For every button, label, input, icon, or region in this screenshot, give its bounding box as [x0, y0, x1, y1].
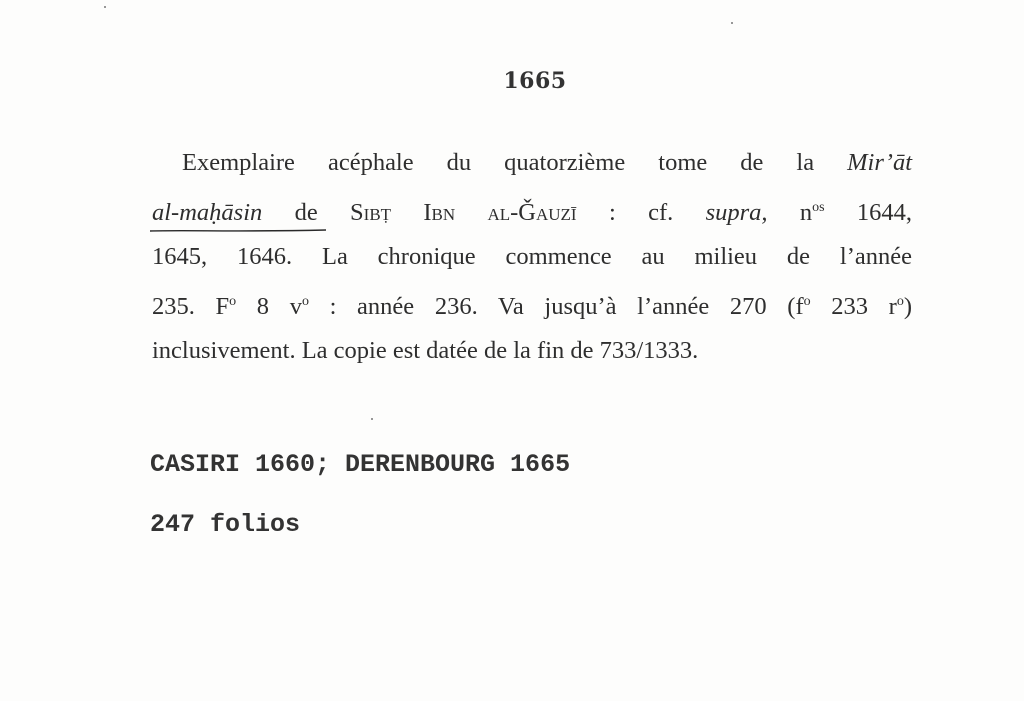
line4-d: 233 r	[810, 292, 897, 320]
description-line-4	[152, 280, 912, 330]
line4-sup-3: o	[803, 293, 811, 309]
line2-nos: n	[767, 198, 813, 226]
author-name-part3: al-Ǧauzī	[487, 198, 577, 226]
line2-nos-sup: os	[812, 199, 825, 215]
line4-sup-2: o	[301, 293, 309, 309]
work-title-part1: Mir’āt	[847, 149, 912, 176]
line4-b: 8 v	[236, 292, 302, 320]
folio-count: 247 folios	[150, 510, 301, 539]
catalog-references: CASIRI 1660; DERENBOURG 1665	[150, 450, 571, 479]
line4-e: )	[903, 292, 912, 320]
supra-word: supra,	[705, 198, 768, 226]
line4-sup-4: o	[896, 293, 904, 309]
description	[152, 141, 912, 374]
line2-refs: 1644,	[824, 198, 912, 226]
author-name-part1: Sibṭ	[350, 198, 392, 226]
description-line-1	[152, 141, 912, 186]
line4-a: 235. F	[152, 292, 230, 320]
dust-speck	[731, 22, 733, 24]
author-name	[350, 199, 577, 226]
description-line-2	[152, 186, 912, 236]
line4-sup-1: o	[229, 293, 237, 309]
description-line-3: 1645, 1646. La chronique commence au milieu de l’année	[152, 243, 912, 271]
author-name-part2: Ibn	[423, 198, 456, 226]
card-number: 1665	[503, 68, 567, 94]
line4-c: : année 236. Va jusqu’à l’année 270 (f	[308, 292, 804, 320]
description-line-5: inclusivement. La copie est datée de la fin de 733/1333.	[152, 337, 699, 365]
line1-text: Exemplaire acéphale du quatorzième tome de la	[182, 149, 848, 176]
line2-de: de	[262, 198, 351, 226]
work-title-underlined	[152, 199, 350, 226]
dust-speck	[371, 418, 373, 420]
work-title-part2: al-maḥāsin	[152, 198, 263, 226]
line2-cf: : cf.	[576, 198, 706, 226]
dust-speck	[104, 6, 106, 8]
handwritten-underline-mark	[150, 229, 326, 235]
